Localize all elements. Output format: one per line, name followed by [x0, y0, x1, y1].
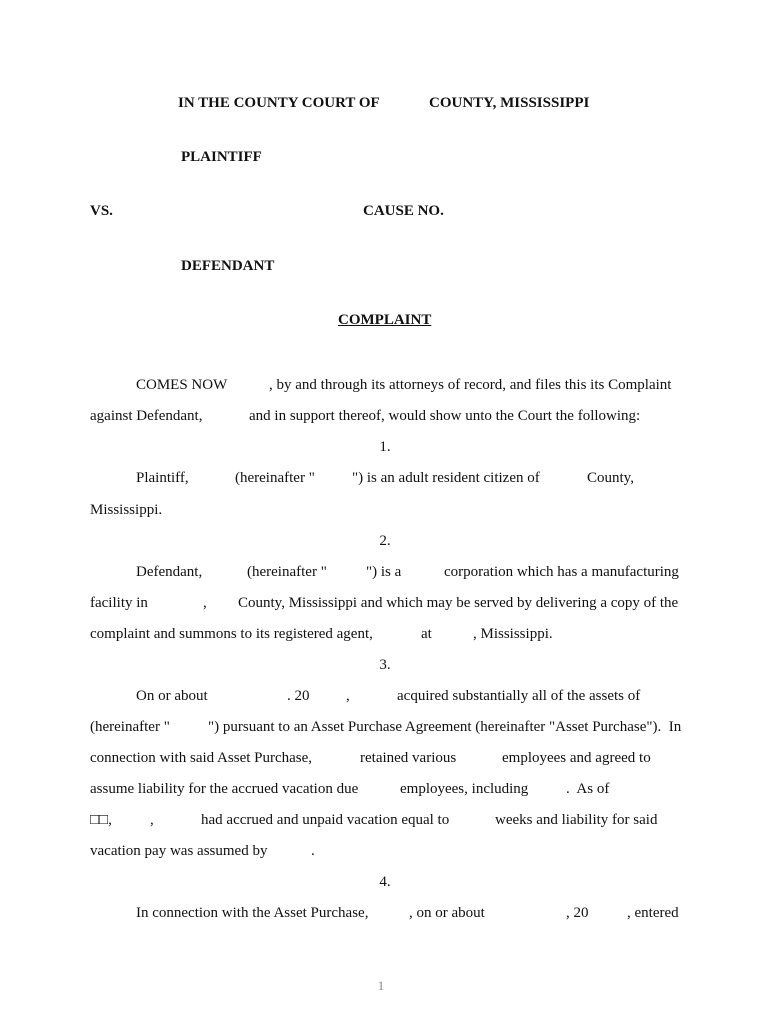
p1-line1-a: Plaintiff,: [136, 470, 189, 486]
paragraph-number-1: 1.: [379, 439, 391, 455]
p4-line1-c: , 20: [566, 905, 589, 921]
p3-line4-c: . As of: [566, 781, 610, 797]
p3-line1-a: On or about: [136, 688, 208, 704]
paragraph-number-4: 4.: [379, 874, 391, 890]
p3-line1-c: ,: [346, 688, 350, 704]
p2-line1-d: corporation which has a manufacturing: [444, 564, 679, 580]
intro-line2-a: against Defendant,: [90, 408, 203, 424]
p3-line5-a: □□,: [90, 812, 112, 828]
cause-number-label: CAUSE NO.: [363, 203, 444, 219]
p3-line3-b: retained various: [360, 750, 457, 766]
p2-line3-a: complaint and summons to its registered agent,: [90, 626, 373, 642]
p2-line3-b: at: [421, 626, 432, 642]
p2-line1-c: ") is a: [366, 564, 402, 580]
court-heading-left: IN THE COUNTY COURT OF: [178, 95, 380, 111]
intro-line1-b: , by and through its attorneys of record, and files this its Complaint: [269, 377, 672, 393]
p3-line1-b: . 20: [287, 688, 310, 704]
p2-line2-c: County, Mississippi and which may be served by delivering a copy of the: [238, 595, 679, 611]
paragraph-number-3: 3.: [379, 657, 391, 673]
p4-line1-a: In connection with the Asset Purchase,: [136, 905, 369, 921]
p3-line6-b: .: [311, 843, 315, 859]
p1-line2: Mississippi.: [90, 502, 163, 518]
p2-line2-a: facility in: [90, 595, 148, 611]
p3-line6-a: vacation pay was assumed by: [90, 843, 268, 859]
p3-line4-a: assume liability for the accrued vacation due: [90, 781, 359, 797]
p2-line1-a: Defendant,: [136, 564, 203, 580]
p3-line2-a: (hereinafter ": [90, 719, 170, 735]
paragraph-number-2: 2.: [379, 533, 391, 549]
p3-line5-b: ,: [150, 812, 154, 828]
document-title: COMPLAINT: [338, 312, 432, 328]
p3-line1-d: acquired substantially all of the assets of: [397, 688, 641, 704]
versus-label: VS.: [90, 203, 113, 219]
court-heading-right: COUNTY, MISSISSIPPI: [429, 95, 590, 111]
p4-line1-d: , entered: [627, 905, 679, 921]
p3-line5-d: weeks and liability for said: [495, 812, 658, 828]
p3-line5-c: had accrued and unpaid vacation equal to: [201, 812, 450, 828]
p3-line4-b: employees, including: [400, 781, 529, 797]
p3-line3-c: employees and agreed to: [502, 750, 651, 766]
p1-line1-b: (hereinafter ": [235, 470, 315, 486]
intro-line2-b: and in support thereof, would show unto the Court the following:: [249, 408, 641, 424]
p2-line2-b: ,: [203, 595, 207, 611]
p3-line2-b: ") pursuant to an Asset Purchase Agreement (hereinafter "Asset Purchase"). In: [208, 719, 682, 735]
p4-line1-b: , on or about: [409, 905, 485, 921]
p1-line1-d: County,: [587, 470, 634, 486]
plaintiff-label: PLAINTIFF: [181, 149, 262, 165]
p2-line3-c: , Mississippi.: [473, 626, 553, 642]
defendant-label: DEFENDANT: [181, 258, 275, 274]
p2-line1-b: (hereinafter ": [247, 564, 327, 580]
p1-line1-c: ") is an adult resident citizen of: [352, 470, 540, 486]
page-number: 1: [377, 978, 385, 993]
intro-line1-a: COMES NOW: [136, 377, 228, 393]
p3-line3-a: connection with said Asset Purchase,: [90, 750, 313, 766]
